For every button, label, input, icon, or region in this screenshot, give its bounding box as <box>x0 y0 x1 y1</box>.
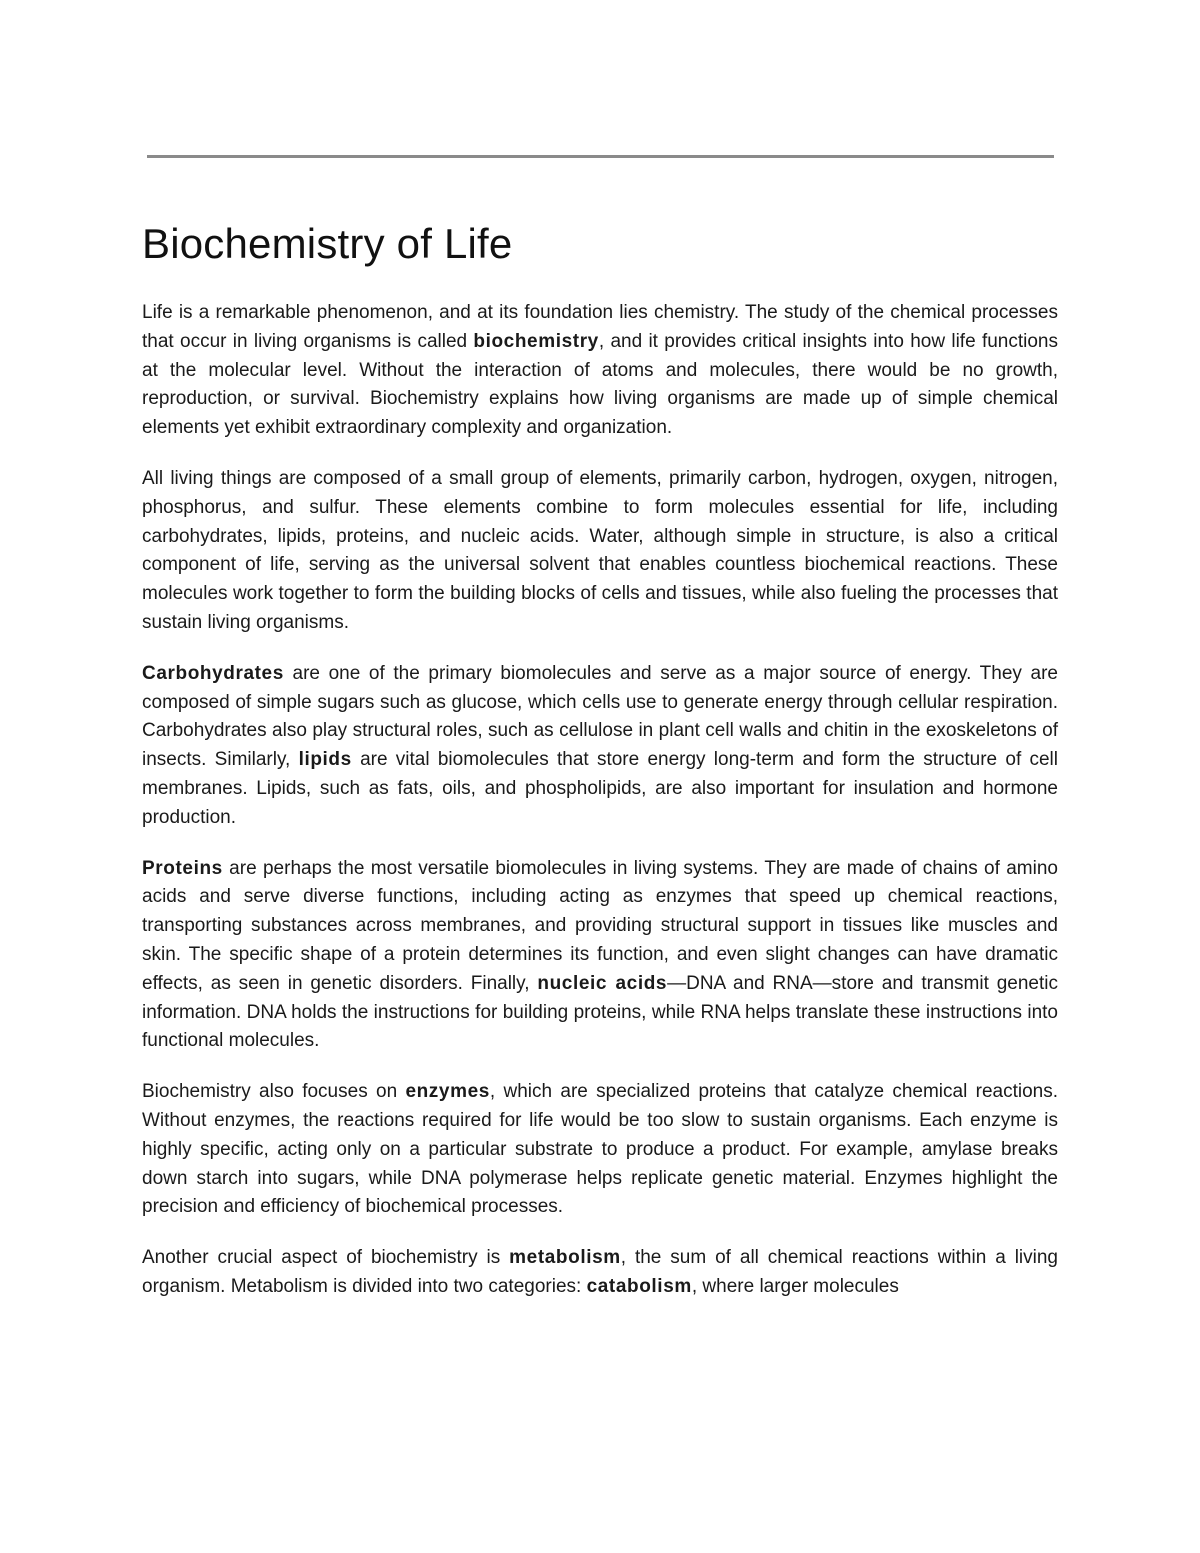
paragraph-enzymes <box>142 1078 1058 1222</box>
bold-term-nucleic-acids: nucleic acids <box>537 972 668 994</box>
document-body <box>142 299 1058 1324</box>
paragraph-text: , and it provides critical insights into how life functions at the molecular level. Without the interaction of atoms and molecules, there would be no growth, reproduction, or survival. Biochemistry explains how living organisms are made up of simple chemical elements yet exhibit extraordinary complexity and organization. <box>142 330 1058 439</box>
paragraph-proteins-nucleic-acids <box>142 855 1058 1057</box>
bold-term-proteins: Proteins <box>142 857 223 879</box>
paragraph-carbohydrates-lipids <box>142 660 1058 833</box>
bold-term-carbohydrates: Carbohydrates <box>142 662 284 684</box>
paragraph-text: Another crucial aspect of biochemistry is <box>142 1247 510 1269</box>
bold-term-lipids: lipids <box>298 749 352 771</box>
paragraph-text: Biochemistry also focuses on <box>142 1081 406 1103</box>
paragraph-text: , the sum of all chemical reactions within a living organism. Metabolism is divided into two categories: <box>142 1247 1058 1297</box>
paragraph-text: All living things are composed of a small group of elements, primarily carbon, hydrogen, oxygen, nitrogen, phosphorus, and sulfur. These elements combine to form molecules essential for life, including carbohydrates, lipids, proteins, and nucleic acids. Water, although simple in structure, is also a critical component of life, serving as the universal solvent that enables countless biochemical reactions. These molecules work together to form the building blocks of cells and tissues, while also fueling the processes that sustain living organisms. <box>142 467 1058 633</box>
bold-term-enzymes: enzymes <box>405 1081 490 1103</box>
paragraph-text: , which are specialized proteins that catalyze chemical reactions. Without enzymes, the reactions required for life would be too slow to sustain organisms. Each enzyme is highly specific, acting only on a particular substrate to produce a product. For example, amylase breaks down starch into sugars, while DNA polymerase helps replicate genetic material. Enzymes highlight the precision and efficiency of biochemical processes. <box>142 1081 1058 1218</box>
bold-term-metabolism: metabolism <box>509 1247 621 1269</box>
bold-term-biochemistry: biochemistry <box>473 330 599 352</box>
paragraph-text: are perhaps the most versatile biomolecules in living systems. They are made of chains of amino acids and serve diverse functions, including acting as enzymes that speed up chemical reactions, transporting substances across membranes, and providing structural support in tissues like muscles and skin. The specific shape of a protein determines its function, and even slight changes can have dramatic effects, as seen in genetic disorders. Finally, <box>142 857 1058 994</box>
bold-term-catabolism: catabolism <box>586 1275 692 1297</box>
paragraph-text: are vital biomolecules that store energy long-term and form the structure of cell membranes. Lipids, such as fats, oils, and phospholipids, are also important for insulation and hormone production. <box>142 749 1059 828</box>
horizontal-rule <box>147 155 1054 158</box>
paragraph-metabolism <box>142 1244 1058 1302</box>
paragraph-intro <box>142 299 1058 443</box>
paragraph-text: , where larger molecules <box>691 1275 899 1297</box>
paragraph-text: are one of the primary biomolecules and serve as a major source of energy. They are composed of simple sugars such as glucose, which cells use to generate energy through cellular respiration. Carbohydrates also play structural roles, such as cellulose in plant cell walls and chitin in the exoskeletons of insects. Similarly, <box>142 662 1058 771</box>
paragraph-elements <box>142 465 1058 638</box>
page-title: Biochemistry of Life <box>142 220 513 267</box>
paragraph-text: —DNA and RNA—store and transmit genetic information. DNA holds the instructions for building proteins, while RNA helps translate these instructions into functional molecules. <box>142 972 1059 1052</box>
paragraph-text: Life is a remarkable phenomenon, and at its foundation lies chemistry. The study of the chemical processes that occur in living organisms is called <box>142 302 1058 352</box>
